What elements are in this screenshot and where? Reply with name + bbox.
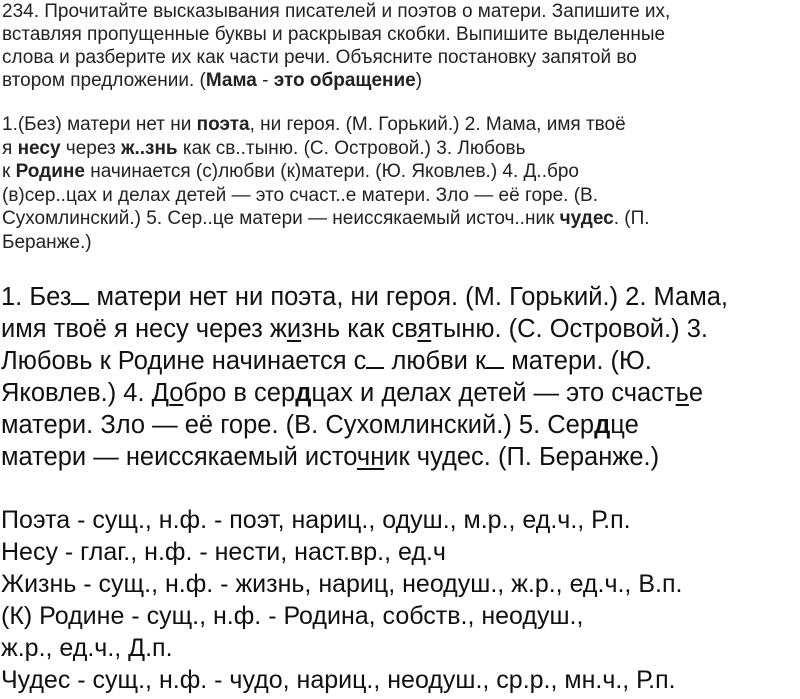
text-fragment: , ни героя. (М. Горький.) 2. Мама, имя твоё (249, 114, 626, 135)
bold-word: Родине (15, 161, 85, 182)
text-fragment: начинается (с)любви (к)матери. (Ю. Яковлев.) 4. Д..бро (84, 161, 580, 182)
parse-line: (К) Родине - сущ., н.ф. - Родина, собств., неодуш., (1, 602, 584, 630)
text-fragment: матери нет ни поэта, ни героя. (М. Горький.) 2. Мама, (89, 283, 729, 311)
text-fragment: 1.(Без) матери нет ни (2, 114, 197, 135)
text-fragment: любви к (384, 347, 487, 375)
text-fragment: я (2, 137, 18, 159)
bold-mama: Мама (205, 70, 257, 91)
blank-gap (366, 349, 384, 369)
task-line: 234. Прочитайте высказывания писателей и поэтов о матери. Запишите их, (2, 1, 671, 22)
parse-line: Несу - глаг., н.ф. - нести, наст.вр., ед.ч (1, 538, 446, 566)
text-fragment: Сухомлинский.) 5. Сер..це матери — неиссякаемый источ..ник (2, 208, 560, 229)
text-fragment: 1. Без (1, 283, 72, 311)
text-fragment: матери — неиссякаемый исто (1, 443, 357, 471)
exercise-quotes (2, 113, 798, 254)
underlined-letter: о (169, 379, 184, 407)
underlined-letter: я (417, 315, 432, 343)
blank-gap (71, 285, 89, 305)
text-fragment: це (610, 411, 639, 439)
text-fragment: тыню. (С. Островой.) 3. (431, 315, 708, 343)
blank-gap (486, 349, 504, 369)
text-fragment: цах и делах детей — это счаст (311, 379, 676, 407)
quote-line (2, 113, 798, 137)
bold-word: несу (17, 137, 61, 159)
parse-line: Поэта - сущ., н.ф. - поэт, нариц., одуш., м.р., ед.ч., Р.п. (1, 506, 631, 534)
answer-line (1, 441, 799, 473)
answer-line (1, 409, 799, 441)
task-text (2, 0, 798, 92)
text-fragment: Любовь к Родине начинается с (1, 347, 367, 375)
underlined-letter: ь (675, 379, 689, 407)
task-line: втором предложении. (Мама - это обращение) (2, 70, 423, 91)
text-fragment: Яковлев.) 4. Д (1, 379, 170, 407)
text-fragment: знь как св (301, 315, 418, 343)
text-fragment: е (688, 379, 704, 407)
bold-word: ж..знь (120, 137, 178, 159)
answer-text (1, 281, 799, 473)
text-fragment: бро в сер (183, 379, 296, 407)
parse-line: Жизнь - сущ., н.ф. - жизнь, нариц, неодуш., ж.р., ед.ч., В.п. (1, 570, 683, 598)
bold-obrashchenie: это обращение (273, 70, 416, 91)
text-fragment: к (2, 161, 16, 182)
text-fragment: ик чудес. (П. Беранже.) (384, 443, 660, 471)
quote-line (2, 137, 798, 161)
task-line: слова и разберите их как части речи. Объясните постановку запятой во (2, 47, 637, 68)
quote-line: Беранже.) (2, 231, 92, 253)
answer-line (1, 313, 799, 345)
bold-letter: д (295, 379, 312, 407)
text-fragment: через (60, 137, 121, 159)
answer-line (1, 345, 799, 377)
task-line: вставляя пропущенные буквы и раскрывая скобки. Выпишите выделенные (2, 24, 666, 45)
quote-line (2, 160, 798, 184)
answer-line (1, 377, 799, 409)
answer-line (1, 281, 799, 313)
text-fragment: матери. (Ю. (504, 347, 652, 375)
bold-word: поэта (196, 114, 250, 135)
text-fragment: имя твоё я несу через ж (1, 315, 287, 343)
underlined-letter: и (286, 315, 302, 343)
bold-letter: д (594, 411, 611, 439)
bold-word: чудес (559, 208, 614, 229)
underlined-letters: чн (356, 443, 385, 471)
parse-line: ж.р., ед.ч., Д.п. (1, 634, 173, 662)
quote-line: (в)сер..цах и делах детей — это счаст..е матери. Зло — её горе. (В. (2, 184, 598, 206)
word-parsing (1, 504, 799, 696)
text-fragment: как св..тыню. (С. Островой.) 3. Любовь (177, 137, 526, 159)
text-fragment: . (П. (613, 208, 650, 229)
text-fragment: матери. Зло — её горе. (В. Сухомлинский.) 5. Сер (1, 411, 595, 439)
parse-line: Чудес - сущ., н.ф. - чудо, нариц., неодуш., ср.р., мн.ч., Р.п. (1, 666, 676, 694)
quote-line (2, 207, 798, 231)
